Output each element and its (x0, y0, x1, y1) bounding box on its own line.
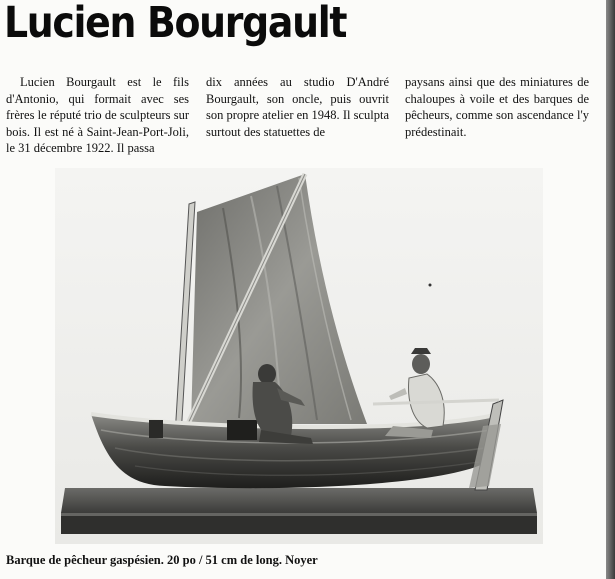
page-edge-shadow (606, 0, 615, 579)
article-column-3: paysans ainsi que des miniatures de chaloupes à voile et des barques de pêcheurs, comme son ascendance l'y prédestinait. (405, 75, 589, 139)
photo-caption: Barque de pêcheur gaspésien. 20 po / 51 cm de long. Noyer (6, 553, 318, 567)
article-title: Lucien Bourgault (4, 0, 347, 48)
article-column-1: Lucien Bourgault est le fils d'Antonio, qui formait avec ses frères le réputé trio de sculpteurs sur bois. Il est né à Saint-Jean-Port-Joli, le 31 décembre 1922. Il passa (6, 75, 189, 155)
boat-sculpture-photo (55, 168, 543, 544)
article-column-2: dix années au studio D'André Bourgault, son oncle, puis ouvrit son propre atelier en 1948. Il sculpta surtout des statuettes de (206, 75, 389, 139)
